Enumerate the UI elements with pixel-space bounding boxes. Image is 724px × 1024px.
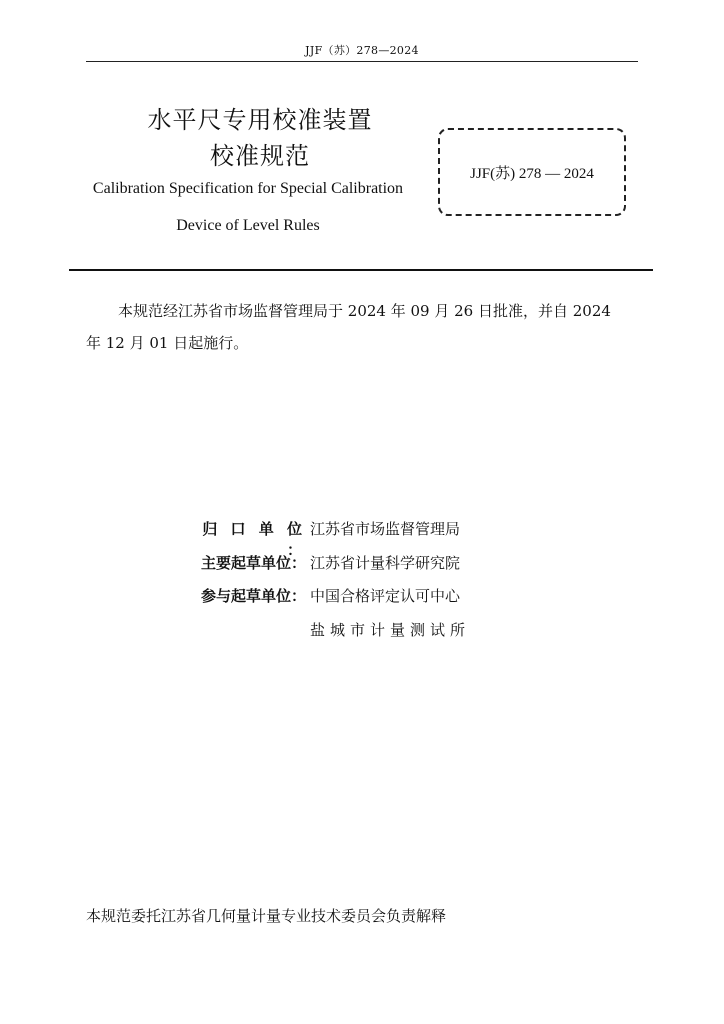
- title-chinese-line2: 校准规范: [210, 142, 310, 170]
- main-drafter-label: 主要起草单位：: [200, 554, 306, 572]
- specification-code-box: [438, 128, 626, 216]
- title-english-line2: Device of Level Rules: [176, 217, 320, 234]
- responsible-unit-value: 江苏省市场监督管理局: [310, 520, 461, 538]
- participating-drafter-value-1: 中国合格评定认可中心: [310, 587, 461, 605]
- responsible-unit-label: 归 口 单 位 ：: [202, 520, 306, 559]
- header-document-code: JJF（苏）278—2024: [305, 44, 419, 57]
- approval-text-line1: 本规范经江苏省市场监督管理局于 2024 年 09 月 26 日批准，并自 2024: [118, 302, 611, 320]
- title-divider: [69, 269, 653, 271]
- interpretation-note: 本规范委托江苏省几何量计量专业技术委员会负责解释: [86, 907, 447, 925]
- title-chinese-line1: 水平尺专用校准装置: [147, 106, 373, 134]
- participating-drafter-value-2: 盐城市计量测试所: [310, 621, 471, 639]
- header-divider: [86, 61, 638, 62]
- title-english-line1: Calibration Specification for Special Calibration: [92, 180, 404, 197]
- specification-code: JJF(苏) 278 — 2024: [470, 165, 594, 182]
- main-drafter-value: 江苏省计量科学研究院: [310, 554, 461, 572]
- approval-text-line2: 年 12 月 01 日起施行。: [86, 334, 249, 352]
- participating-drafter-label: 参与起草单位：: [200, 587, 306, 605]
